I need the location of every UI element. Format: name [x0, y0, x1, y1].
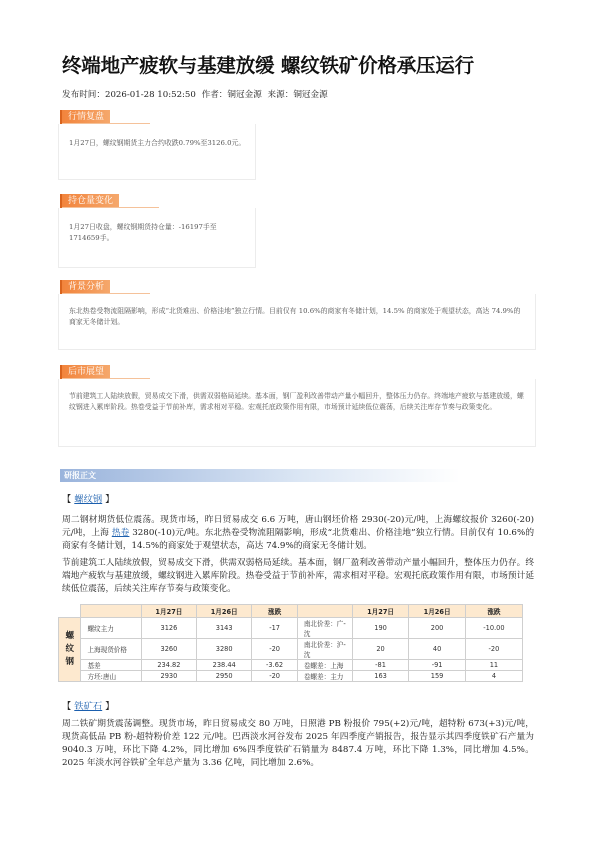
- author-label: 作者：: [201, 90, 228, 100]
- row-right-label: 南北价差：沪-沈: [297, 639, 352, 660]
- cell-chg: -3.62: [252, 660, 298, 671]
- table-row: [59, 618, 523, 639]
- review-box: [58, 124, 256, 180]
- cell-r27: -81: [352, 660, 409, 671]
- author: 铜冠金源: [227, 90, 262, 100]
- tag-background: 背景分析: [60, 280, 110, 294]
- row-right-label: 卷螺差：主力: [297, 671, 352, 682]
- header-date-26: 1月26日: [197, 605, 252, 618]
- cell-rchg: -10.00: [465, 618, 522, 639]
- bracket-open: 【: [62, 701, 72, 712]
- position-text: 1月27日收盘，螺纹钢期货持仓量：-16197手至1714659手。: [69, 223, 217, 242]
- outlook-text: 节前建筑工人陆续放假，贸易成交下滑，供需双弱格局延续。基本面，钢厂盈利改善带动产量小幅回升，整体压力仍存。终端地产疲软与基建放缓，螺纹钢进入累库阶段。热卷受益于节前补库，需求相对平稳。宏观托底政策作用有限，市场预计延续低位震荡，后续关注库存节奏与政策变化。: [69, 392, 524, 411]
- cell-d27: 3260: [141, 639, 196, 660]
- fulltext-bar: [60, 469, 460, 482]
- publish-time: 2026-01-28 10:52:50: [104, 90, 196, 100]
- table-row: [59, 639, 523, 660]
- tag-position: 持仓量变化: [60, 194, 119, 208]
- rebar-data-table: [58, 604, 523, 682]
- row-label: 基差: [81, 660, 141, 671]
- bracket-close: 】: [105, 494, 115, 505]
- source: 铜冠金源: [293, 90, 328, 100]
- cell-d26: 238.44: [197, 660, 252, 671]
- header-right-change: 涨跌: [465, 605, 522, 618]
- table-row: [59, 671, 523, 682]
- header-right-date-27: 1月27日: [352, 605, 409, 618]
- rebar-paragraph-2: 节前建筑工人陆续放假，贸易成交下滑，供需双弱格局延续。基本面，钢厂盈利改善带动产量小幅回升，整体压力仍存。终端地产疲软与基建放缓，螺纹钢进入累库阶段。热卷受益于节前补库，需求相对平稳。宏观托底政策作用有限，市场预计延续低位震荡，后续关注库存节奏与政策变化。: [62, 558, 534, 594]
- row-label: 方坯:唐山: [81, 671, 141, 682]
- row-right-label: 南北价差：广-沈: [297, 618, 352, 639]
- cell-d26: 3280: [197, 639, 252, 660]
- hot-coil-link[interactable]: 热卷: [111, 528, 130, 538]
- page-title: 终端地产疲软与基建放缓 螺纹铁矿价格承压运行: [62, 54, 474, 77]
- position-box: [58, 208, 256, 268]
- iron-ore-heading: [62, 698, 114, 712]
- cell-r26: 40: [409, 639, 466, 660]
- source-label: 来源：: [267, 90, 294, 100]
- cell-d26: 2950: [197, 671, 252, 682]
- header-item: [81, 605, 141, 618]
- header-date-27: 1月27日: [141, 605, 196, 618]
- rebar-p1-text-a: 周二钢材期货低位震荡。现货市场，昨日贸易成交 6.6 万吨，唐山钢坯价格 2930(-20)元/吨，上海螺纹报价 3260(-20)元/吨，上海: [62, 515, 534, 538]
- rebar-p1-text-b: 3280(-10)元/吨。东北热卷受物流阻隔影响，形成“北货难出、价格洼地”独立行情。目前仅有 10.6%的商家有冬储计划，14.5%的商家处于观望状态，高达 74.9%的商家无冬储计划。: [62, 528, 535, 551]
- cell-d27: 2930: [141, 671, 196, 682]
- category-rebar: [59, 618, 81, 682]
- iron-ore-paragraph-1: 周二铁矿期货震荡调整。现货市场，昨日贸易成交 80 万吨，日照港 PB 粉报价 795(+2)元/吨，超特粉 673(+3)元/吨，现货高低品 PB 粉-超特粉价差 122 元/吨。巴西淡水河谷发布 2025 年四季度产销报告，报告显示其四季度铁矿石产量为 9040.3 万吨，环比下降 4.2%，同比增加 6%四季度铁矿石销量为 8487.4 万吨，环比下降 1.3%，同比增加 4.5%。2025 年淡水河谷铁矿全年总产量为 3.36 亿吨，同比增加 2.6%。: [62, 719, 534, 768]
- header-right-item: [297, 605, 352, 618]
- cell-r26: -91: [409, 660, 466, 671]
- outlook-box: [58, 379, 536, 447]
- background-box: [58, 294, 536, 350]
- header-right-date-26: 1月26日: [409, 605, 466, 618]
- bracket-open: 【: [62, 494, 72, 505]
- tag-outlook: 后市展望: [60, 365, 110, 379]
- cell-r27: 163: [352, 671, 409, 682]
- rebar-link[interactable]: 螺纹钢: [74, 494, 103, 505]
- publish-label: 发布时间：: [62, 90, 105, 100]
- cell-r27: 190: [352, 618, 409, 639]
- cell-rchg: 11: [465, 660, 522, 671]
- table-header-row: [59, 605, 523, 618]
- rebar-heading: [62, 491, 114, 505]
- tag-review: 行情复盘: [60, 110, 110, 124]
- cell-rchg: 4: [465, 671, 522, 682]
- cell-chg: -20: [252, 639, 298, 660]
- table-row: [59, 660, 523, 671]
- cell-r26: 159: [409, 671, 466, 682]
- cell-r26: 200: [409, 618, 466, 639]
- review-text: 1月27日，螺纹钢期货主力合约收跌0.79%至3126.0元。: [69, 139, 246, 147]
- category-text: 螺 纹 钢: [65, 631, 74, 667]
- cell-r27: 20: [352, 639, 409, 660]
- background-text: 东北热卷受物流阻隔影响，形成“北货难出、价格洼地”独立行情。目前仅有 10.6%的商家有冬储计划，14.5% 的商家处于观望状态，高达 74.9%的商家无冬储计划。: [69, 307, 521, 326]
- header-blank: [59, 605, 81, 618]
- row-label: 螺纹主力: [81, 618, 141, 639]
- row-right-label: 卷螺差：上海: [297, 660, 352, 671]
- bracket-close: 】: [105, 701, 115, 712]
- iron-ore-link[interactable]: 铁矿石: [74, 701, 103, 712]
- cell-d27: 3126: [141, 618, 196, 639]
- rebar-paragraph-1: [62, 514, 534, 553]
- cell-d26: 3143: [197, 618, 252, 639]
- header-change: 涨跌: [252, 605, 298, 618]
- fulltext-label: 研报正文: [64, 471, 96, 480]
- cell-rchg: -20: [465, 639, 522, 660]
- row-label: 上海现货价格: [81, 639, 141, 660]
- cell-chg: -20: [252, 671, 298, 682]
- cell-chg: -17: [252, 618, 298, 639]
- article-meta: [62, 88, 328, 100]
- cell-d27: 234.82: [141, 660, 196, 671]
